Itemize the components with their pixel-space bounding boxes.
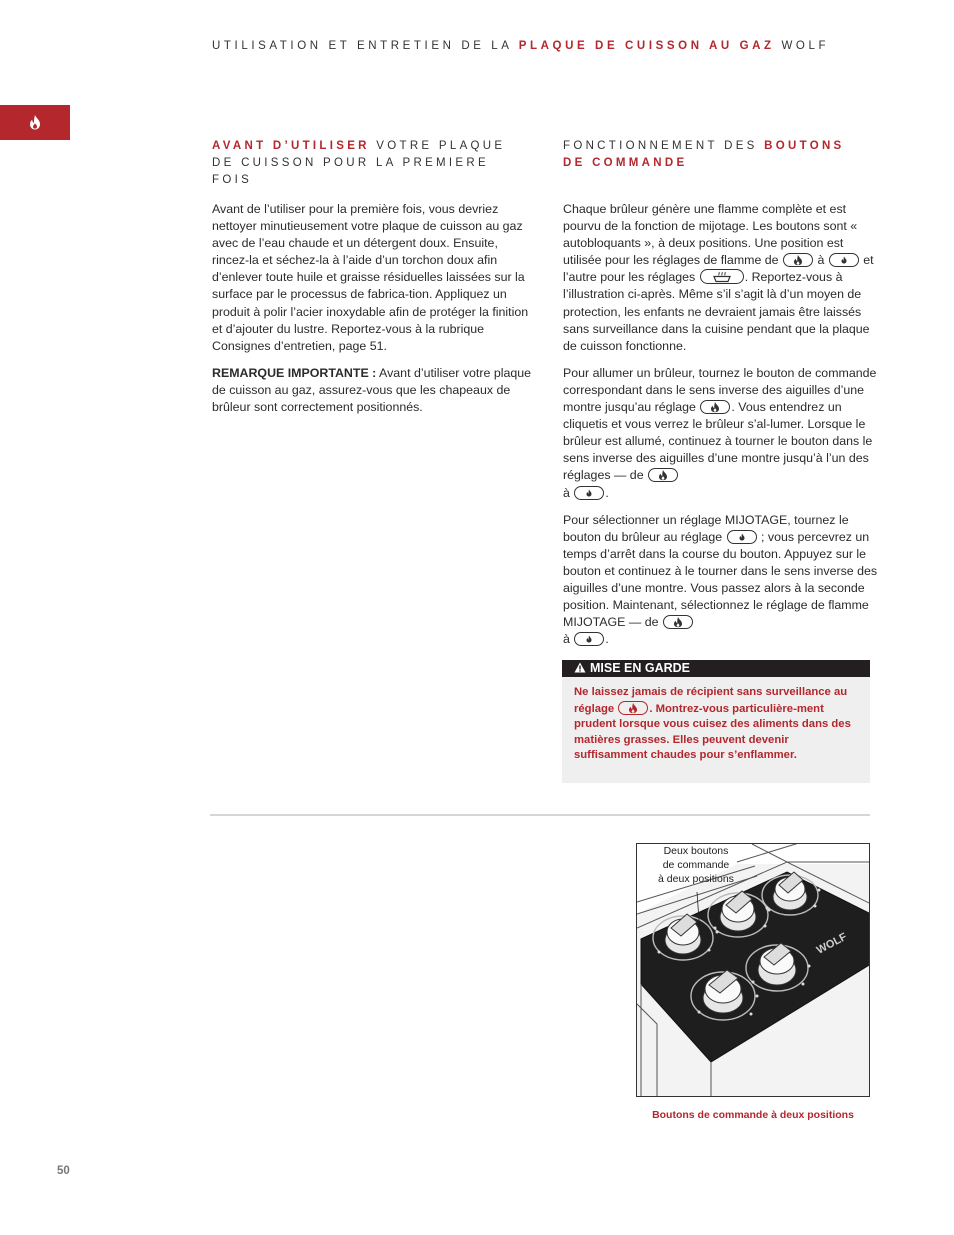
p3-text-b: ; vous percevrez un temps d’arrêt dans la course du bouton. Appuyez sur le bouton et continuez à le tourner dans le sens inverse des aiguilles d’une montre. Vous passez alors à la seconde position. Maintenant, sélectionnez le réglage de flamme MIJOTAGE — de xyxy=(563,529,878,630)
right-heading-red2: DE COMMANDE xyxy=(563,157,688,169)
control-knobs-illustration xyxy=(636,843,870,1097)
figure-label-line2: de commande xyxy=(662,859,730,871)
warning-text xyxy=(562,677,870,764)
flame-icon xyxy=(28,114,42,130)
right-column xyxy=(563,201,885,658)
left-column xyxy=(212,201,532,426)
figure-label-line1: Deux boutons xyxy=(663,845,729,857)
page-number: 50 xyxy=(57,1165,70,1177)
left-heading-rest2: DE CUISSON POUR LA PREMIERE FOIS xyxy=(212,157,489,186)
high-flame-icon xyxy=(700,400,730,414)
warning-title-bar xyxy=(562,660,870,677)
warning-text-b: . Montrez-vous particulière-ment prudent lorsque vous cuisez des aliments dans des matières grasses. Elles peuvent devenir suffisamment chaudes pour s’enflammer. xyxy=(574,702,851,762)
low-flame-icon xyxy=(727,530,757,544)
left-note xyxy=(212,365,532,416)
header-highlight: PLAQUE DE CUISSON AU GAZ xyxy=(518,40,775,52)
p2-text-b: . Vous entendrez un cliquetis et vous verrez le brûleur s’al-lumer. Lorsque le brûleur est allumé, continuez à tourner le bouton dans le sens inverse des aiguilles d’une montre jusqu’à l’un des réglages — de xyxy=(563,400,873,483)
figure-label-line3: à deux positions xyxy=(658,873,734,885)
high-flame-icon xyxy=(648,468,678,482)
low-flame-icon xyxy=(574,632,604,646)
left-paragraph-1: Avant de l’utiliser pour la première fois, vous devriez nettoyer minutieusement votre plaque de cuisson au gaz avec de l’eau chaude et un détergent doux. Ensuite, rincez-la et séchez-la à l’aide d’un torchon doux afin d’enlever toute huile et graisse résiduelles laissées sur la surface par le processus de fabrica-tion. Appliquez un produit à polir l’acier inoxydable afin de protéger la finition et d’ajouter du lustre. Reportez-vous à la rubrique Consignes d’entretien, page 51. xyxy=(212,202,529,353)
figure-caption: Boutons de commande à deux positions xyxy=(652,1109,854,1121)
right-paragraph-3 xyxy=(563,512,885,649)
note-text: Avant d’utiliser votre plaque de cuisson au gaz, assurez-vous que les chapeaux de brûleur sont correctement positionnés. xyxy=(212,365,532,415)
section-divider xyxy=(210,814,870,816)
warning-triangle-icon xyxy=(574,662,586,673)
right-section-heading xyxy=(563,138,883,172)
high-flame-icon xyxy=(783,253,813,267)
p1-text-b: à xyxy=(814,253,828,268)
right-paragraph-2 xyxy=(563,365,885,502)
p2-text-c: à xyxy=(563,485,574,500)
low-flame-icon xyxy=(829,253,859,267)
section-tab xyxy=(0,105,70,140)
right-paragraph-1 xyxy=(563,201,885,355)
header-prefix: UTILISATION ET ENTRETIEN DE LA xyxy=(212,40,519,52)
p1-text-d: . Reportez-vous à l’illustration ci-après. Même s’il s’agit là d’un moyen de protection, les enfants ne devraient jamais être laissés sans surveillance dans la cuisine pendant que la plaque de cuisson fonctionne. xyxy=(563,270,870,353)
p3-text-a: Pour sélectionner un réglage MIJOTAGE, tournez le bouton du brûleur au réglage xyxy=(563,512,849,544)
high-flame-icon xyxy=(663,615,693,629)
left-heading-red: AVANT D’UTILISER xyxy=(212,140,370,152)
right-heading-rest1: FONCTIONNEMENT DES xyxy=(563,140,765,152)
note-label: REMARQUE IMPORTANTE : xyxy=(212,365,377,380)
p3-text-d: . xyxy=(605,632,609,647)
p3-text-c: à xyxy=(563,632,574,647)
p2-text-a: Pour allumer un brûleur, tournez le bouton de commande correspondant dans le sens inverse des aiguilles d’une montre jusqu’au réglage xyxy=(563,365,877,415)
warning-title: MISE EN GARDE xyxy=(590,661,691,675)
warning-text-a: Ne laissez jamais de récipient sans surveillance au réglage xyxy=(574,686,848,715)
wolf-logo-text: WOLF xyxy=(814,930,850,957)
p1-text-c: et l’autre pour les réglages xyxy=(563,253,874,285)
figure-label xyxy=(655,844,737,886)
left-heading-rest1: VOTRE PLAQUE xyxy=(369,140,506,152)
left-section-heading xyxy=(212,138,532,189)
running-header xyxy=(212,40,829,52)
p2-text-d: . xyxy=(605,485,609,500)
low-flame-icon xyxy=(574,486,604,500)
p1-text-a: Chaque brûleur génère une flamme complète et est pourvu de la fonction de mijotage. Les boutons sont « autobloquants », à deux positions. Une position est utilisée pour les réglages de flamme de xyxy=(563,202,858,268)
right-heading-red1: BOUTONS xyxy=(764,140,845,152)
header-suffix: WOLF xyxy=(774,40,830,52)
warning-box xyxy=(562,660,870,783)
high-flame-icon xyxy=(618,701,648,715)
simmer-icon xyxy=(700,269,744,284)
